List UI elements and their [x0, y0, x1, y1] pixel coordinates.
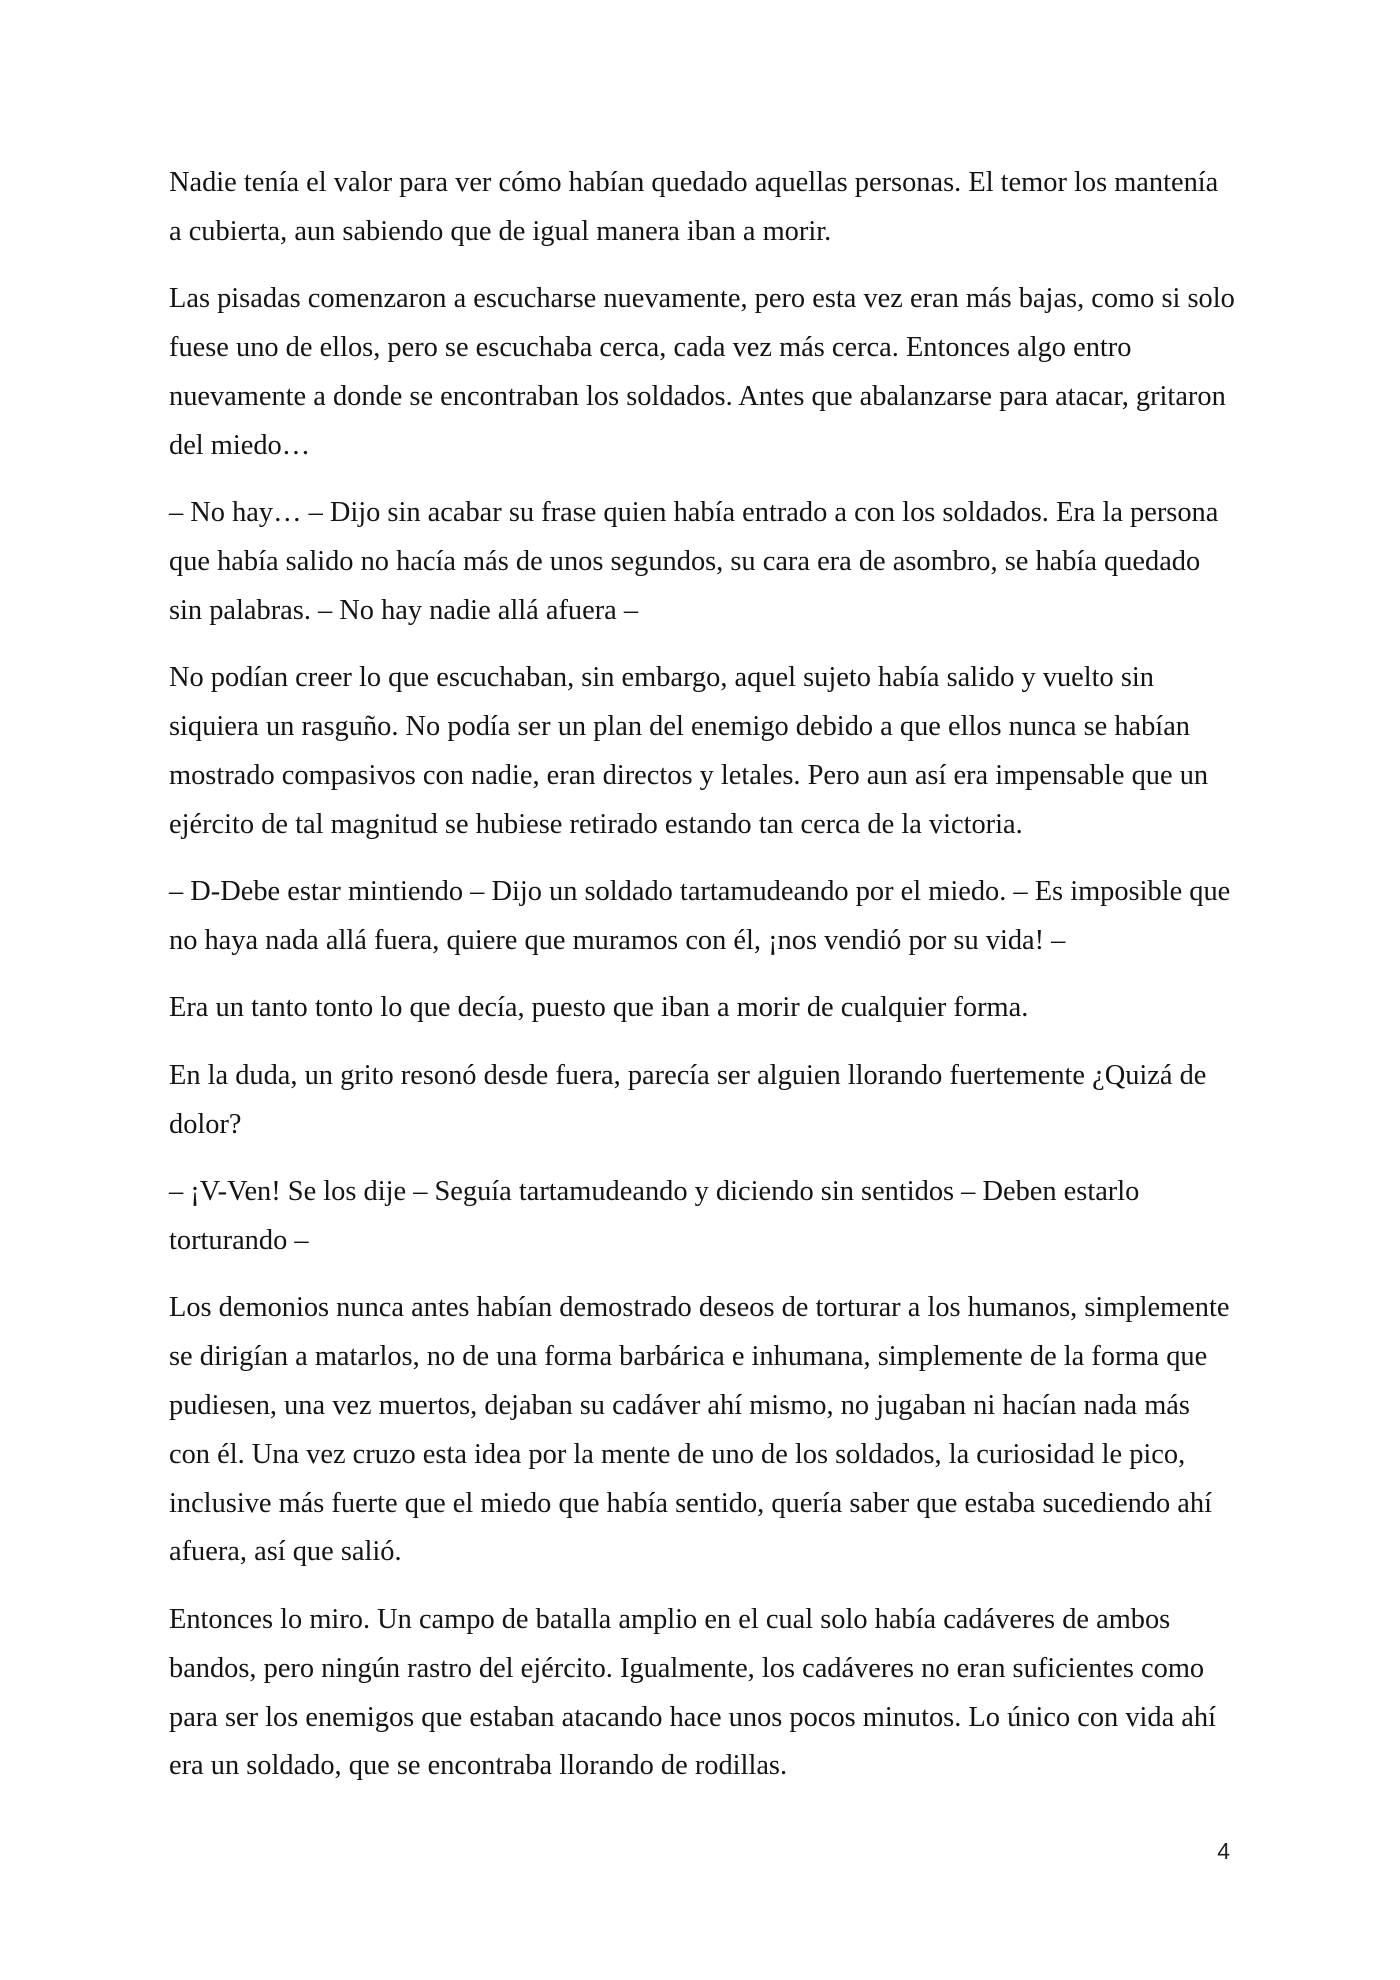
text-line: mostrado compasivos con nadie, eran directos y letales. Pero aun así era impensable que un [169, 759, 1209, 791]
text-line: del miedo… [169, 429, 311, 461]
text-line: Los demonios nunca antes habían demostrado deseos de torturar a los humanos, simplemente [169, 1292, 1230, 1324]
text-line: no haya nada allá fuera, quiere que muramos con él, ¡nos vendió por su vida! – [169, 924, 1066, 956]
text-line: ejército de tal magnitud se hubiese retirado estando tan cerca de la victoria. [169, 808, 1023, 840]
paragraph-2 [169, 275, 1249, 470]
text-line: se dirigían a matarlos, no de una forma barbárica e inhumana, simplemente de la forma que [169, 1341, 1208, 1373]
text-line: bandos, pero ningún rastro del ejército. Igualmente, los cadáveres no eran suficientes como [169, 1652, 1205, 1684]
text-line: Entonces lo miro. Un campo de batalla amplio en el cual solo había cadáveres de ambos [169, 1603, 1171, 1635]
text-line: Las pisadas comenzaron a escucharse nuevamente, pero esta vez eran más bajas, como si solo [169, 283, 1235, 315]
text-line: afuera, así que salió. [169, 1536, 402, 1568]
text-line: a cubierta, aun sabiendo que de igual manera iban a morir. [169, 215, 832, 247]
text-line: Era un tanto tonto lo que decía, puesto que iban a morir de cualquier forma. [169, 992, 1029, 1024]
paragraph-8 [169, 1168, 1249, 1266]
text-line: fuese uno de ellos, pero se escuchaba cerca, cada vez más cerca. Entonces algo entro [169, 332, 1132, 364]
text-line: – ¡V-Ven! Se los dije – Seguía tartamudeando y diciendo sin sentidos – Deben estarlo [169, 1176, 1140, 1208]
text-line: era un soldado, que se encontraba llorando de rodillas. [169, 1750, 788, 1782]
text-line: inclusive más fuerte que el miedo que había sentido, quería saber que estaba sucediendo ahí [169, 1487, 1212, 1519]
text-line: sin palabras. – No hay nadie allá afuera – [169, 594, 639, 626]
text-line: siquiera un rasguño. No podía ser un plan del enemigo debido a que ellos nunca se habían [169, 711, 1190, 743]
text-line: – No hay… – Dijo sin acabar su frase quien había entrado a con los soldados. Era la persona [169, 497, 1219, 529]
page-number: 4 [1217, 1838, 1230, 1864]
paragraph-7 [169, 1052, 1249, 1150]
text-line: torturando – [169, 1224, 309, 1256]
text-line: dolor? [169, 1108, 242, 1140]
text-line: – D-Debe estar mintiendo – Dijo un soldado tartamudeando por el miedo. – Es imposible que [169, 876, 1231, 908]
paragraph-1 [169, 159, 1249, 257]
body-text [169, 159, 1249, 1791]
text-line: pudiesen, una vez muertos, dejaban su cadáver ahí mismo, no jugaban ni hacían nada más [169, 1390, 1190, 1422]
text-line: Nadie tenía el valor para ver cómo habían quedado aquellas personas. El temor los mantenía [169, 167, 1219, 198]
paragraph-4 [169, 654, 1249, 849]
paragraph-5 [169, 868, 1249, 966]
paragraph-3 [169, 489, 1249, 635]
paragraph-10 [169, 1596, 1249, 1791]
text-line: En la duda, un grito resonó desde fuera, parecía ser alguien llorando fuertemente ¿Quizá de [169, 1059, 1207, 1091]
paragraph-6 [169, 984, 1249, 1033]
text-line: nuevamente a donde se encontraban los soldados. Antes que abalanzarse para atacar, gritaron [169, 380, 1226, 412]
text-line: para ser los enemigos que estaban atacando hace unos pocos minutos. Lo único con vida ahí [169, 1701, 1216, 1733]
text-line: con él. Una vez cruzo esta idea por la mente de uno de los soldados, la curiosidad le pico, [169, 1438, 1186, 1470]
paragraph-9 [169, 1284, 1249, 1577]
text-line: que había salido no hacía más de unos segundos, su cara era de asombro, se había quedado [169, 545, 1201, 577]
text-line: No podían creer lo que escuchaban, sin embargo, aquel sujeto había salido y vuelto sin [169, 662, 1154, 694]
